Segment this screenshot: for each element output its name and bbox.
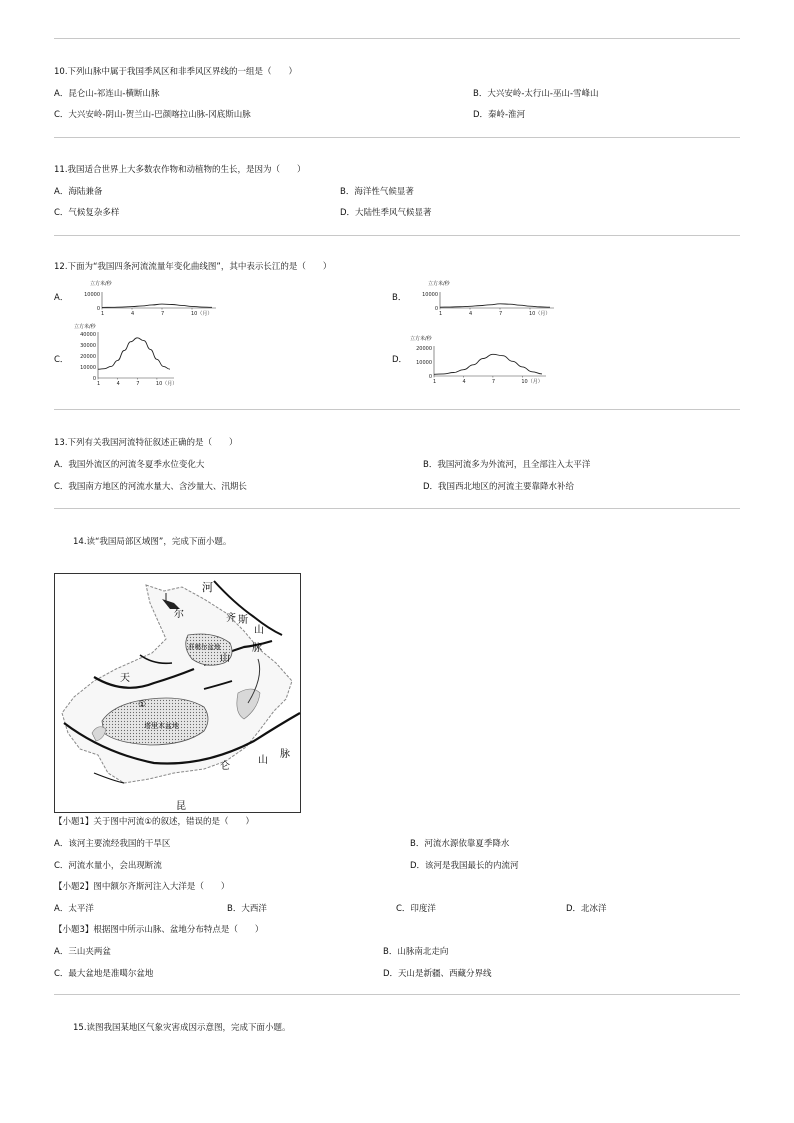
y-tick-label: 10000 — [80, 364, 96, 371]
question-14-stem: 14.读“我国局部区域图”，完成下面小题。 — [73, 537, 232, 547]
y-axis-label: 立方米/秒 — [410, 336, 432, 342]
divider — [54, 409, 740, 410]
q12-option-d-letter[interactable]: D． — [392, 355, 408, 365]
divider — [54, 508, 740, 509]
x-tick-label: 4 — [131, 311, 135, 317]
flow-chart-a[interactable] — [72, 281, 232, 321]
q12-option-a-letter[interactable]: A． — [54, 293, 69, 303]
x-tick-label: 1 — [97, 381, 101, 387]
question-12-stem: 12.下面为“我国四条河流流量年变化曲线图”，其中表示长江的是（ ） — [54, 262, 332, 272]
divider — [54, 38, 740, 39]
q10-option-a[interactable]: A．昆仑山-祁连山-横断山脉 — [54, 89, 160, 99]
x-tick-label: 1 — [439, 311, 443, 317]
y-tick-label: 20000 — [416, 345, 432, 352]
question-11-stem: 11.我国适合世界上大多数农作物和动植物的生长，是因为（ ） — [54, 165, 306, 175]
q14-sub2-stem: 【小题2】图中额尔齐斯河注入大洋是（ ） — [54, 882, 230, 892]
q11-option-c[interactable]: C．气候复杂多样 — [54, 208, 120, 218]
q13-option-d[interactable]: D．我国西北地区的河流主要靠降水补给 — [423, 482, 575, 492]
q14-sub1-option-d[interactable]: D．该河是我国最长的内流河 — [410, 861, 519, 871]
q14-sub3-option-a[interactable]: A．三山夹两盆 — [54, 947, 111, 957]
y-tick-label: 40000 — [80, 331, 96, 338]
map-label-ye: 尔 — [174, 609, 184, 620]
y-tick-label: 0 — [428, 373, 432, 380]
divider — [54, 235, 740, 236]
question-15-stem: 15.读图我国某地区气象灾害成因示意图，完成下面小题。 — [73, 1023, 291, 1033]
map-label-shan: 山 — [220, 653, 230, 664]
q14-sub3-option-c[interactable]: C．最大盆地是准噶尔盆地 — [54, 969, 154, 979]
x-tick-label: 7 — [491, 379, 496, 385]
x-tick-label: 7 — [161, 311, 165, 317]
x-tick-label: 1 — [101, 311, 105, 317]
x-tick-label: 4 — [469, 311, 473, 317]
q14-sub1-option-c[interactable]: C．河流水量小，会出现断流 — [54, 861, 162, 871]
flow-chart-c[interactable] — [72, 322, 192, 400]
x-tick-label: 7 — [136, 381, 140, 387]
regional-map — [54, 573, 301, 813]
y-axis-label: 立方米/秒 — [428, 281, 450, 287]
q11-option-d[interactable]: D．大陆性季风气候显著 — [340, 208, 432, 218]
x-tick-label: 4 — [462, 379, 466, 385]
y-tick-label: 10000 — [84, 291, 100, 298]
y-tick-label: 0 — [92, 375, 96, 382]
q14-sub2-option-c[interactable]: C．印度洋 — [396, 904, 436, 914]
q12-option-c-letter[interactable]: C． — [54, 355, 69, 365]
x-tick-label: 10（月） — [529, 311, 551, 317]
y-tick-label: 0 — [434, 305, 438, 312]
q14-sub2-option-b[interactable]: B．大西洋 — [227, 904, 267, 914]
map-label-lun: 仑 — [220, 761, 230, 772]
divider — [54, 137, 740, 138]
q13-option-c[interactable]: C．我国南方地区的河流水量大、含沙量大、汛期长 — [54, 482, 247, 492]
map-label-north-he: 河 — [202, 581, 213, 594]
x-tick-label: 10（月） — [521, 379, 543, 385]
q13-option-b[interactable]: B．我国河流多为外流河，且全部注入太平洋 — [423, 460, 591, 470]
x-tick-label: 7 — [499, 311, 503, 317]
map-label-tarim: 塔里木盆地 — [144, 722, 179, 730]
q14-sub1-option-a[interactable]: A．该河主要流经我国的干旱区 — [54, 839, 171, 849]
y-tick-label: 10000 — [416, 359, 432, 366]
q11-option-b[interactable]: B．海洋性气候显著 — [340, 187, 414, 197]
q14-sub3-option-b[interactable]: B．山脉南北走向 — [383, 947, 449, 957]
q14-sub1-option-b[interactable]: B．河流水源依靠夏季降水 — [410, 839, 510, 849]
map-label-mai: 脉 — [252, 643, 262, 654]
q11-option-a[interactable]: A．海陆兼备 — [54, 187, 103, 197]
q14-sub2-option-d[interactable]: D．北冰洋 — [566, 904, 607, 914]
question-10-stem: 10.下列山脉中属于我国季风区和非季风区界线的一组是（ ） — [54, 67, 298, 77]
flow-chart-b[interactable] — [410, 281, 570, 321]
y-tick-label: 10000 — [422, 291, 438, 298]
map-label-junggar: 准噶尔盆地 — [188, 643, 221, 651]
q14-sub3-stem: 【小题3】根据图中所示山脉、盆地分布特点是（ ） — [54, 925, 264, 935]
y-axis-label: 立方米/秒 — [74, 324, 96, 330]
map-label-circle-1: ① — [138, 700, 147, 710]
series-line — [440, 304, 550, 307]
y-axis-label: 立方米/秒 — [90, 281, 112, 287]
x-tick-label: 10（月） — [155, 381, 178, 387]
y-tick-label: 30000 — [80, 342, 96, 349]
divider — [54, 994, 740, 995]
map-label-shan2: 山 — [258, 755, 268, 766]
map-label-mai2: 脉 — [280, 749, 290, 760]
map-label-tian: 天 — [120, 673, 130, 684]
q14-sub3-option-d[interactable]: D．天山是新疆、西藏分界线 — [383, 969, 492, 979]
x-tick-label: 1 — [433, 379, 437, 385]
q10-option-d[interactable]: D．秦岭-淮河 — [473, 110, 526, 120]
x-tick-label: 4 — [116, 381, 120, 387]
q10-option-b[interactable]: B．大兴安岭-太行山-巫山-雪峰山 — [473, 89, 599, 99]
flow-chart-d[interactable] — [408, 334, 558, 398]
series-line — [434, 354, 542, 374]
y-tick-label: 0 — [96, 305, 100, 312]
map-label-ji: 齐 — [226, 613, 236, 624]
map-label-si: 斯 — [238, 615, 248, 626]
series-line — [98, 338, 170, 369]
q10-option-c[interactable]: C．大兴安岭-阴山-贺兰山-巴颜喀拉山脉-冈底斯山脉 — [54, 110, 251, 120]
q12-option-b-letter[interactable]: B． — [392, 293, 407, 303]
map-label-shan3: 山 — [254, 625, 264, 636]
x-tick-label: 10（月） — [191, 311, 213, 317]
map-label-kun: 昆 — [176, 801, 186, 812]
question-13-stem: 13.下列有关我国河流特征叙述正确的是（ ） — [54, 438, 238, 448]
q13-option-a[interactable]: A．我国外流区的河流冬夏季水位变化大 — [54, 460, 205, 470]
q14-sub2-option-a[interactable]: A．太平洋 — [54, 904, 94, 914]
y-tick-label: 20000 — [80, 353, 96, 360]
q14-sub1-stem: 【小题1】关于图中河流①的叙述，错误的是（ ） — [54, 817, 255, 827]
series-line — [102, 304, 212, 307]
